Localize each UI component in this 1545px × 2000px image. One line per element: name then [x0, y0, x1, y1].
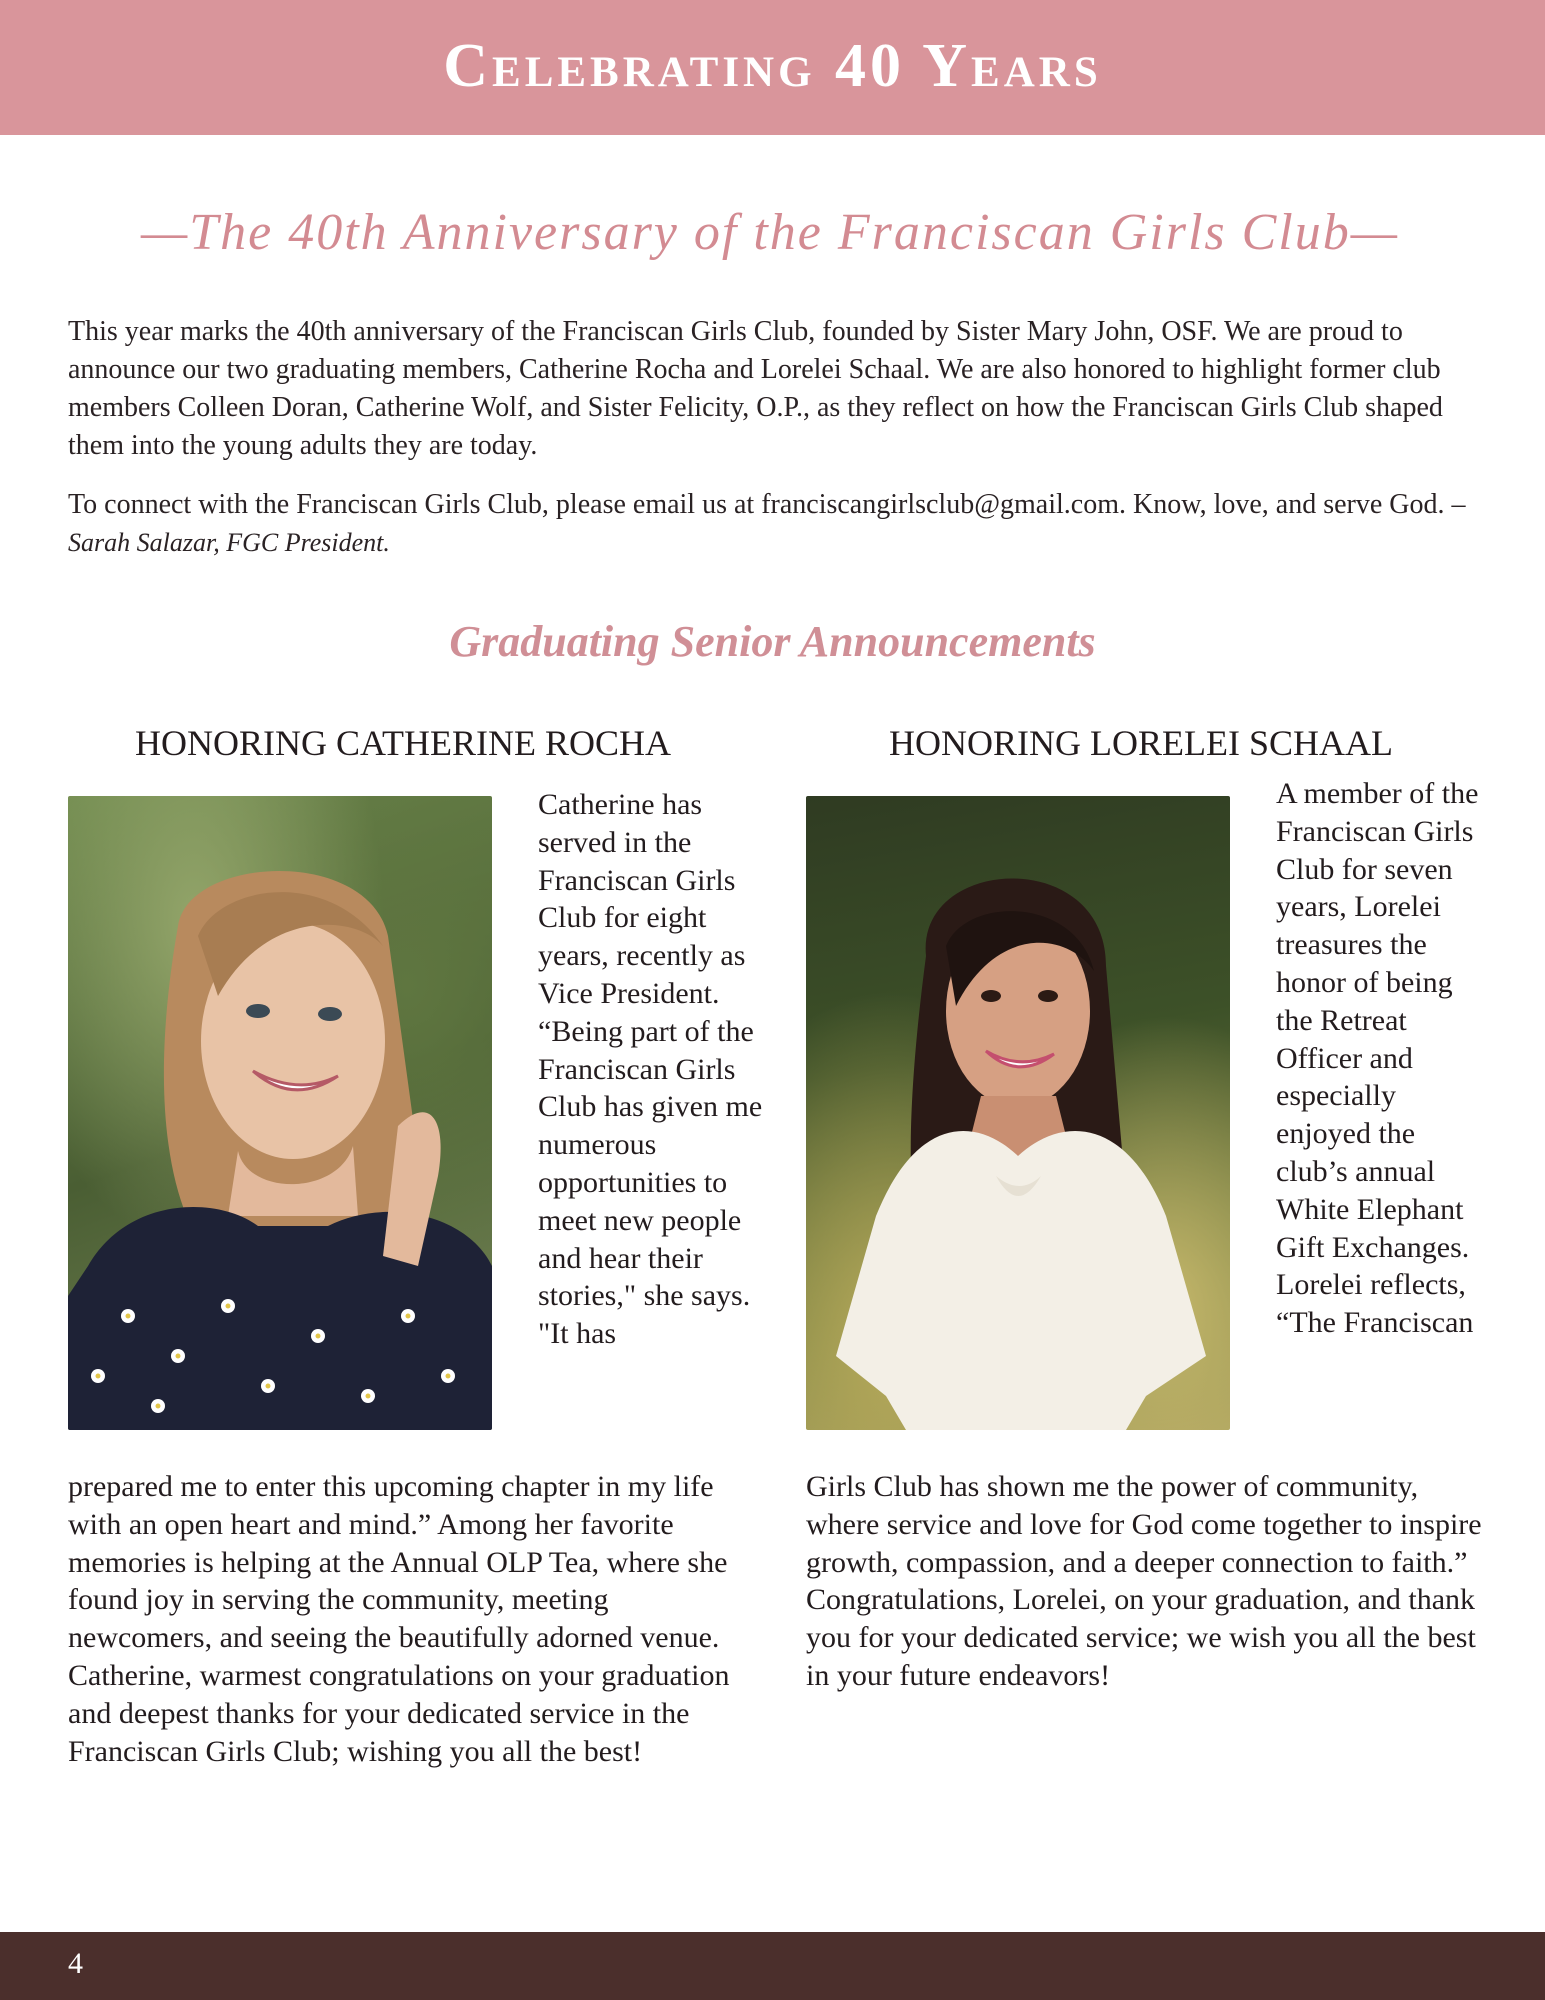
- contact-paragraph: [68, 486, 1480, 562]
- lorelei-text-side: A member of the Franciscan Girls Club for seven years, Lorelei treasures the honor of being the Retreat Officer and especially enjoyed the club’s annual White Elephant Gift Exchanges. Lorelei reflects, “The Franciscan: [1276, 777, 1479, 1340]
- page-number: 4: [68, 1947, 83, 1980]
- president-signature: Sarah Salazar, FGC President.: [68, 528, 390, 557]
- catherine-text-side: Catherine has served in the Franciscan Girls Club for eight years, recently as Vice President. “Being part of the Franciscan Girls Club has given me numerous opportunities to meet new people and hear their stories," she says. "It has: [538, 788, 763, 1351]
- lorelei-photo: [806, 796, 1230, 1430]
- lorelei-portrait-illustration: [806, 796, 1230, 1430]
- lorelei-heading: HONORING LORELEI SCHAAL: [889, 723, 1393, 763]
- intro-paragraph: This year marks the 40th anniversary of the Franciscan Girls Club, founded by Sister Mary John, OSF. We are proud to announce our two graduating members, Catherine Rocha and Lorelei Schaal. We are also honored to highlight former club members Colleen Doran, Catherine Wolf, and Sister Felicity, O.P., as they reflect on how the Franciscan Girls Club shaped them into the young adults they are today.: [68, 316, 1443, 461]
- contact-text: To connect with the Franciscan Girls Club, please email us at franciscangirlsclub@gmail.com. Know, love, and serve God. –: [68, 489, 1466, 520]
- catherine-portrait-illustration: [68, 796, 492, 1430]
- section-title: —The 40th Anniversary of the Franciscan Girls Club—: [140, 204, 1399, 261]
- banner-title: Celebrating 40 Years: [443, 32, 1102, 100]
- footer-bar: [0, 1932, 1545, 2000]
- lorelei-text-full: Girls Club has shown me the power of community, where service and love for God come together to inspire growth, compassion, and a deeper connection to faith.” Congratulations, Lorelei, on your graduation, and thank you for your dedicated service; we wish you all the best in your future endeavors!: [806, 1470, 1482, 1692]
- catherine-photo: [68, 796, 492, 1430]
- announcements-heading: Graduating Senior Announcements: [449, 617, 1096, 666]
- catherine-heading: HONORING CATHERINE ROCHA: [135, 723, 671, 763]
- catherine-text-full: prepared me to enter this upcoming chapter in my life with an open heart and mind.” Among her favorite memories is helping at the Annual OLP Tea, where she found joy in serving the community, meeting newcomers, and seeing the beautifully adorned venue. Catherine, warmest congratulations on your graduation and deepest thanks for your dedicated service in the Franciscan Girls Club; wishing you all the best!: [68, 1470, 730, 1768]
